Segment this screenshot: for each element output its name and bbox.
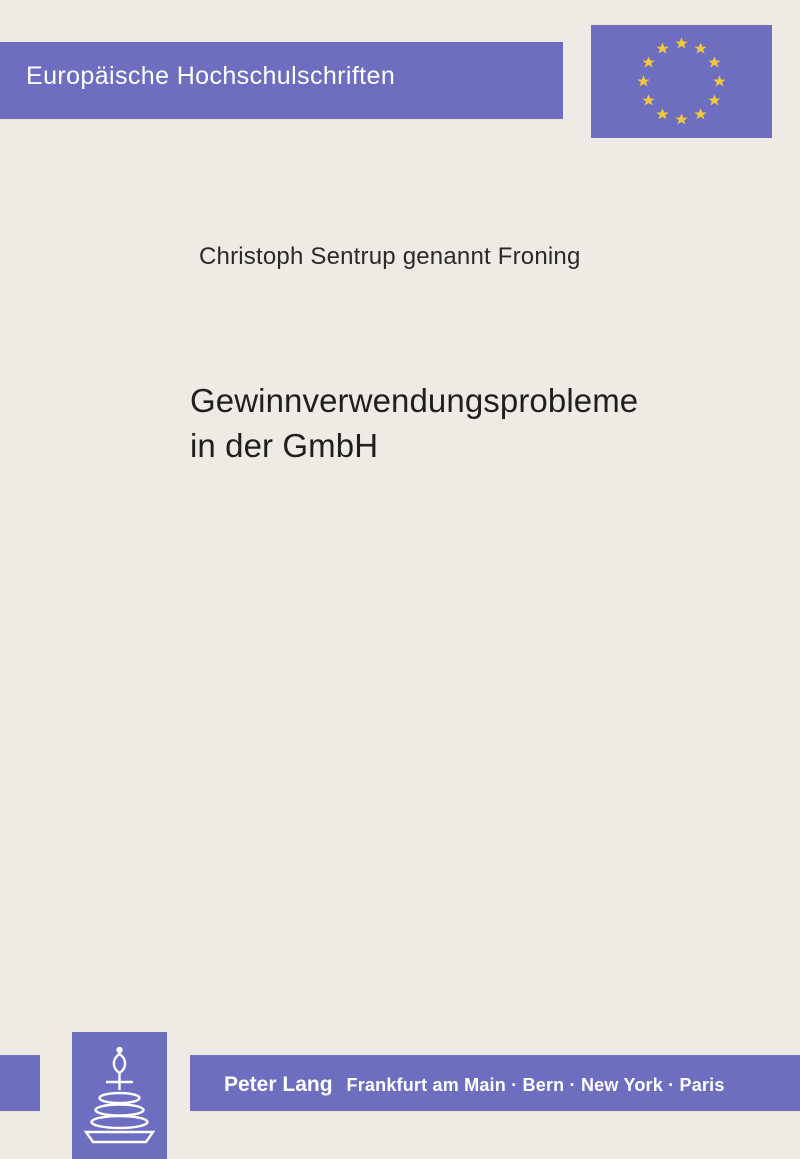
title-line-1: Gewinnverwendungsprobleme (190, 382, 639, 419)
bottom-accent-block (0, 1055, 40, 1111)
publisher-cities: Frankfurt am Main · Bern · New York · Paris (346, 1075, 725, 1095)
series-title: Europäische Hochschulschriften (26, 62, 396, 90)
publisher-info (224, 1073, 725, 1097)
title-line-2: in der GmbH (190, 427, 379, 464)
author-name: Christoph Sentrup genannt Froning (199, 243, 581, 270)
eu-flag-icon (591, 25, 772, 138)
page-title (190, 378, 750, 468)
peter-lang-logo-icon (72, 1032, 167, 1159)
publisher-name: Peter Lang (224, 1073, 333, 1096)
